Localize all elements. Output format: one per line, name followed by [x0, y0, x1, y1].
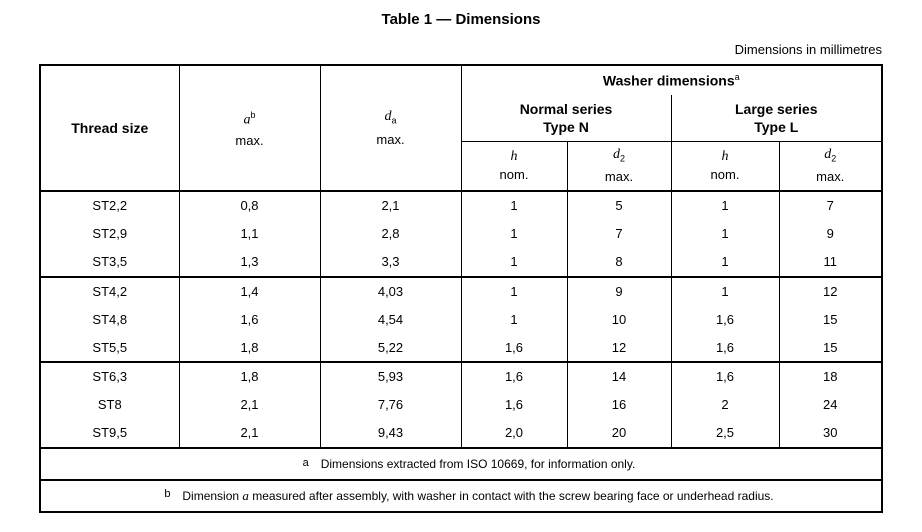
table-row — [40, 305, 882, 334]
cell-large-d2-max: 15 — [779, 305, 882, 334]
header-normal-d2-sub: 2 — [619, 154, 625, 165]
table-title: Table 1 — Dimensions — [381, 11, 541, 28]
table-row — [40, 334, 882, 363]
cell-da-max: 7,76 — [320, 391, 461, 420]
header-large-d2-symbol: d — [824, 147, 832, 163]
cell-large-h-nom: 1,6 — [671, 305, 779, 334]
units-note: Dimensions in millimetres — [734, 42, 882, 57]
header-a-qualifier: max. — [235, 132, 264, 148]
cell-normal-h-nom: 2,0 — [461, 419, 567, 448]
cell-normal-h-nom: 1,6 — [461, 334, 567, 363]
header-normal-h — [461, 141, 567, 191]
footnote-b-row — [40, 480, 882, 512]
cell-da-max: 2,1 — [320, 191, 461, 220]
cell-da-max: 2,8 — [320, 220, 461, 249]
table-row — [40, 220, 882, 249]
cell-da-max: 9,43 — [320, 419, 461, 448]
cell-a-max: 2,1 — [179, 419, 320, 448]
cell-a-max: 1,8 — [179, 362, 320, 391]
header-large-series-label: Large series — [735, 100, 818, 117]
footnote-a-row — [40, 448, 882, 480]
table-row — [40, 391, 882, 420]
header-large-d2-sub: 2 — [831, 154, 837, 165]
header-normal-series — [461, 95, 671, 141]
header-large-type: Type L — [754, 118, 799, 135]
cell-a-max: 0,8 — [179, 191, 320, 220]
cell-a-max: 1,4 — [179, 277, 320, 306]
cell-large-h-nom: 1,6 — [671, 362, 779, 391]
cell-thread-size: ST9,5 — [92, 425, 128, 441]
cell-large-d2-max: 12 — [779, 277, 882, 306]
table-row — [40, 191, 882, 220]
footnote-b-mark: b — [164, 487, 171, 500]
cell-thread-size: ST2,9 — [92, 226, 128, 242]
cell-normal-d2-max: 20 — [567, 419, 671, 448]
table-row — [40, 248, 882, 277]
cell-large-h-nom: 1 — [671, 277, 779, 306]
header-a-max — [179, 65, 320, 191]
cell-normal-h-nom: 1 — [461, 220, 567, 249]
header-normal-d2-symbol: d — [612, 147, 620, 163]
cell-large-d2-max: 9 — [779, 220, 882, 249]
cell-large-h-nom: 2,5 — [671, 419, 779, 448]
header-normal-d2 — [567, 141, 671, 191]
header-large-h-symbol: h — [721, 148, 729, 164]
cell-large-d2-max: 11 — [779, 248, 882, 277]
header-normal-series-label: Normal series — [519, 100, 613, 117]
cell-large-d2-max: 30 — [779, 419, 882, 448]
cell-a-max: 2,1 — [179, 391, 320, 420]
cell-normal-d2-max: 7 — [567, 220, 671, 249]
header-large-d2-qualifier: max. — [816, 169, 845, 185]
header-a-note: b — [250, 110, 256, 121]
header-normal-type: Type N — [543, 118, 589, 135]
dimensions-table — [39, 64, 883, 513]
table-row — [40, 362, 882, 391]
header-normal-h-qualifier: nom. — [499, 166, 529, 182]
header-washer-label: Washer dimensions — [602, 72, 735, 89]
header-da-sub: a — [391, 115, 397, 126]
cell-normal-d2-max: 5 — [567, 191, 671, 220]
header-washer-dimensions — [461, 65, 882, 95]
cell-normal-h-nom: 1 — [461, 191, 567, 220]
cell-thread-size: ST5,5 — [92, 339, 128, 355]
cell-thread-size: ST2,2 — [92, 198, 128, 214]
header-da-max — [320, 65, 461, 191]
cell-thread-size: ST3,5 — [92, 254, 128, 270]
cell-thread-size: ST6,3 — [92, 369, 128, 385]
footnote-a — [40, 448, 882, 480]
cell-da-max: 4,54 — [320, 305, 461, 334]
cell-normal-d2-max: 9 — [567, 277, 671, 306]
cell-a-max: 1,8 — [179, 334, 320, 363]
cell-da-max: 4,03 — [320, 277, 461, 306]
footnote-b-text-before: Dimension — [182, 488, 243, 503]
cell-large-d2-max: 15 — [779, 334, 882, 363]
header-a-symbol: a — [243, 112, 251, 128]
cell-thread-size: ST4,2 — [92, 283, 128, 299]
cell-normal-h-nom: 1 — [461, 277, 567, 306]
cell-normal-h-nom: 1 — [461, 305, 567, 334]
cell-a-max: 1,6 — [179, 305, 320, 334]
cell-normal-d2-max: 8 — [567, 248, 671, 277]
cell-large-h-nom: 1 — [671, 220, 779, 249]
footnote-a-text: Dimensions extracted from ISO 10669, for information only. — [320, 456, 636, 471]
cell-normal-d2-max: 10 — [567, 305, 671, 334]
cell-large-d2-max: 24 — [779, 391, 882, 420]
footnote-b-symbol: a — [242, 487, 249, 503]
cell-normal-h-nom: 1,6 — [461, 362, 567, 391]
footnote-a-mark: a — [302, 456, 309, 469]
cell-thread-size: ST4,8 — [92, 311, 128, 327]
header-normal-h-symbol: h — [510, 148, 518, 164]
cell-a-max: 1,3 — [179, 248, 320, 277]
cell-normal-h-nom: 1,6 — [461, 391, 567, 420]
header-washer-note: a — [734, 72, 740, 83]
header-normal-d2-qualifier: max. — [604, 169, 634, 185]
cell-da-max: 5,22 — [320, 334, 461, 363]
cell-normal-d2-max: 16 — [567, 391, 671, 420]
header-large-h-qualifier: nom. — [710, 166, 740, 182]
cell-a-max: 1,1 — [179, 220, 320, 249]
table-row — [40, 277, 882, 306]
cell-da-max: 3,3 — [320, 248, 461, 277]
header-large-series — [671, 95, 882, 141]
cell-normal-d2-max: 12 — [567, 334, 671, 363]
cell-large-h-nom: 2 — [671, 391, 779, 420]
cell-da-max: 5,93 — [320, 362, 461, 391]
cell-thread-size: ST8 — [97, 397, 122, 413]
header-thread-size: Thread size — [40, 65, 179, 191]
table-row — [40, 419, 882, 448]
footnote-b — [40, 480, 882, 512]
cell-normal-d2-max: 14 — [567, 362, 671, 391]
header-large-d2 — [779, 141, 882, 191]
cell-large-h-nom: 1 — [671, 248, 779, 277]
cell-normal-h-nom: 1 — [461, 248, 567, 277]
cell-large-d2-max: 18 — [779, 362, 882, 391]
cell-large-h-nom: 1,6 — [671, 334, 779, 363]
cell-large-h-nom: 1 — [671, 191, 779, 220]
cell-large-d2-max: 7 — [779, 191, 882, 220]
footnote-b-text-after: measured after assembly, with washer in contact with the screw bearing face or underhead radius. — [248, 488, 774, 503]
header-large-h — [671, 141, 779, 191]
header-da-symbol: d — [384, 108, 392, 124]
header-da-qualifier: max. — [376, 132, 405, 148]
